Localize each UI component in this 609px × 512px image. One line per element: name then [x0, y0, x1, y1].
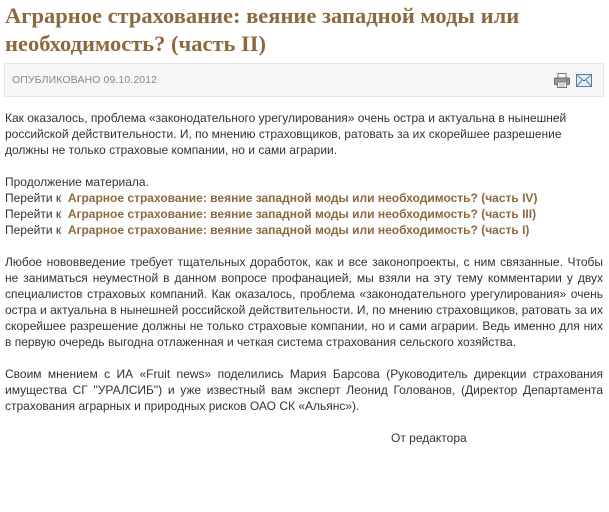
published-label: ОПУБЛИКОВАНО [12, 74, 101, 86]
nav-prefix: Перейти к [5, 191, 62, 205]
nav-link-line [5, 206, 603, 222]
published-date-value: 09.10.2012 [103, 74, 158, 86]
intro-paragraph: Как оказалось, проблема «законодательного урегулирования» очень остра и актуальна в нынешней российской действительности. И, по мнению страховщиков, ратовать за их скорейшее разрешение должны не только страховые компании, но и сами аграрии. [5, 111, 567, 157]
email-icon[interactable] [576, 74, 592, 87]
link-part-i[interactable]: Аграрное страхование: веяние западной моды или необходимость? (часть I) [67, 223, 530, 237]
nav-link-line [5, 190, 603, 206]
article-body [5, 110, 603, 446]
article-meta-bar [4, 63, 604, 97]
article-title: Аграрное страхование: веяние западной моды или необходимость? (часть II) [5, 3, 520, 56]
continuation-label: Продолжение материала. [5, 175, 149, 189]
print-icon[interactable] [554, 73, 570, 88]
editor-signature: От редактора [391, 431, 467, 445]
nav-link-line [5, 222, 603, 238]
link-part-iv[interactable]: Аграрное страхование: веяние западной моды или необходимость? (часть IV) [67, 191, 538, 205]
experts-paragraph: Своим мнением с ИА «Fruit news» поделились Мария Барсова (Руководитель дирекции страхования имущества СГ "УРАЛСИБ") и уже известный вам эксперт Леонид Голованов, (Директор Департамента страхования аграрных и природных рисков ОАО СК «Альянс»). [5, 367, 603, 413]
published-date [12, 74, 157, 86]
main-paragraph: Любое нововведение требует тщательных доработок, как и все законопроекты, с ним связанные. Чтобы не заниматься неуместной в данном вопросе профанацией, мы взяли на эту тему комментарии у двух специалистов страховых компаний. Как оказалось, проблема «законодательного урегулирования» очень остра и актуальна в нынешней российской действительности. И, по мнению страховщиков, ратовать за их скорейшее разрешение должны не только страховые компании, но и сами аграрии. Ведь именно для них в первую очередь выгодна отлаженная и четкая система страхования сельского хозяйства. [5, 255, 603, 349]
link-part-iii[interactable]: Аграрное страхование: веяние западной моды или необходимость? (часть III) [67, 207, 537, 221]
nav-prefix: Перейти к [5, 207, 62, 221]
nav-prefix: Перейти к [5, 223, 62, 237]
